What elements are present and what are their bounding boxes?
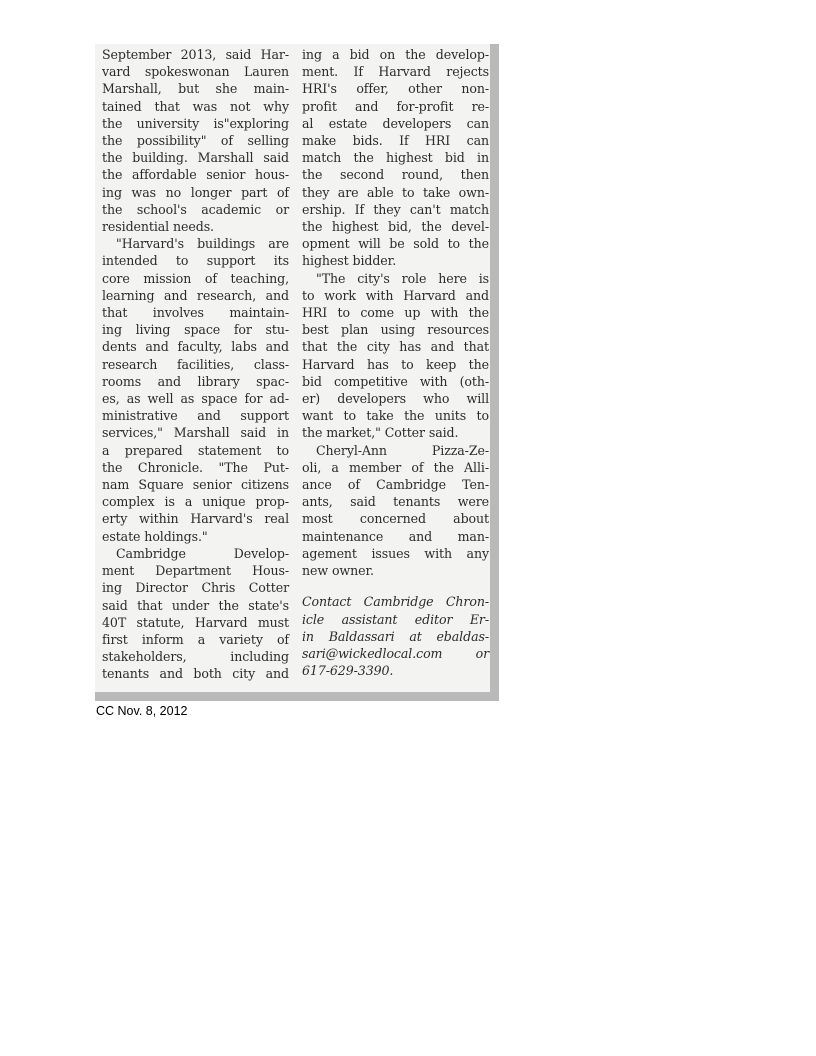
article-line: to work with Harvard and [302,287,489,303]
article-line: the second round, then [302,167,489,183]
article-line: September 2013, said Har- [102,47,289,62]
article-line: er) developers who will [302,391,489,407]
article-line: the possibility" of selling [102,133,289,149]
contact-line: 617-629-3390. [302,663,394,679]
article-line: ment Department Hous- [102,563,289,579]
article-line: ing living space for stu- [102,322,289,338]
contact-gap [302,579,489,593]
article-line: maintenance and man- [302,528,489,544]
article-line: the Chronicle. "The Put- [102,459,289,475]
article-line: ing Director Chris Cotter [102,580,289,596]
article-line: ants, said tenants were [302,494,489,510]
article-line: services," Marshall said in [102,425,289,441]
newspaper-clipping [95,44,499,701]
article-line: "The city's role here is [316,270,489,286]
article-line: new owner. [302,563,374,579]
article-line: highest bidder. [302,253,397,269]
article-line: nam Square senior citizens [102,477,289,493]
article-line: residential needs. [102,219,214,235]
article-line: stakeholders, including [102,649,289,665]
article-line: the building. Marshall said [102,150,289,166]
article-line: the school's academic or [102,201,289,217]
article-line: want to take the units to [302,408,489,424]
article-line: dents and faculty, labs and [102,339,289,355]
article-line: most concerned about [302,511,489,527]
article-line: tained that was not why [102,98,289,114]
article-line: intended to support its [102,253,289,269]
article-line: al estate developers can [302,115,489,131]
article-line: rooms and library spac- [102,373,289,389]
article-line: the highest bid, the devel- [302,219,489,235]
article-right-column [302,46,489,679]
clipping-paper [95,44,490,692]
article-line: ing was no longer part of [102,184,289,200]
article-line: 40T statute, Harvard must [102,614,289,630]
article-line: learning and research, and [102,287,289,303]
article-line: ministrative and support [102,408,289,424]
article-line: estate holdings." [102,528,208,544]
article-line: ing a bid on the develop- [302,47,489,62]
article-line: they are able to take own- [302,184,489,200]
contact-line: icle assistant editor Er- [302,611,489,627]
article-line: a prepared statement to [102,442,289,458]
article-line: tenants and both city and [102,666,289,682]
article-line: that involves maintain- [102,305,289,321]
article-line: erty within Harvard's real [102,511,289,527]
article-line: first inform a variety of [102,631,289,647]
article-line: ership. If they can't match [302,201,489,217]
article-line: the market," Cotter said. [302,425,459,441]
clipping-caption: CC Nov. 8, 2012 [96,704,188,718]
article-line: match the highest bid in [302,150,489,166]
contact-line: sari@wickedlocal.com or [302,645,489,661]
article-line: the university is"exploring [102,115,289,131]
article-line: complex is a unique prop- [102,494,289,510]
contact-line: Contact Cambridge Chron- [302,594,489,610]
article-line: "Harvard's buildings are [116,236,289,252]
article-line: vard spokeswonan Lauren [102,64,289,80]
article-line: ance of Cambridge Ten- [302,477,489,493]
article-line: HRI's offer, other non- [302,81,489,97]
article-line: ment. If Harvard rejects [302,64,489,80]
article-line: Cambridge Develop- [116,545,289,561]
article-line: core mission of teaching, [102,270,289,286]
contact-line: in Baldassari at ebaldas- [302,628,489,644]
article-line: es, as well as space for ad- [102,391,289,407]
article-line: Harvard has to keep the [302,356,489,372]
article-line: profit and for-profit re- [302,98,489,114]
article-line: bid competitive with (oth- [302,373,489,389]
article-line: that the city has and that [302,339,489,355]
article-line: agement issues with any [302,545,489,561]
article-right-body [302,46,489,579]
article-left-column [102,46,289,683]
article-line: oli, a member of the Alli- [302,459,489,475]
article-line: best plan using resources [302,322,489,338]
article-line: Marshall, but she main- [102,81,289,97]
article-line: HRI to come up with the [302,305,489,321]
article-line: said that under the state's [102,597,289,613]
article-line: Cheryl-Ann Pizza-Ze- [316,442,489,458]
article-line: make bids. If HRI can [302,133,489,149]
contact-info [302,593,489,679]
article-line: opment will be sold to the [302,236,489,252]
article-line: research facilities, class- [102,356,289,372]
article-line: the affordable senior hous- [102,167,289,183]
